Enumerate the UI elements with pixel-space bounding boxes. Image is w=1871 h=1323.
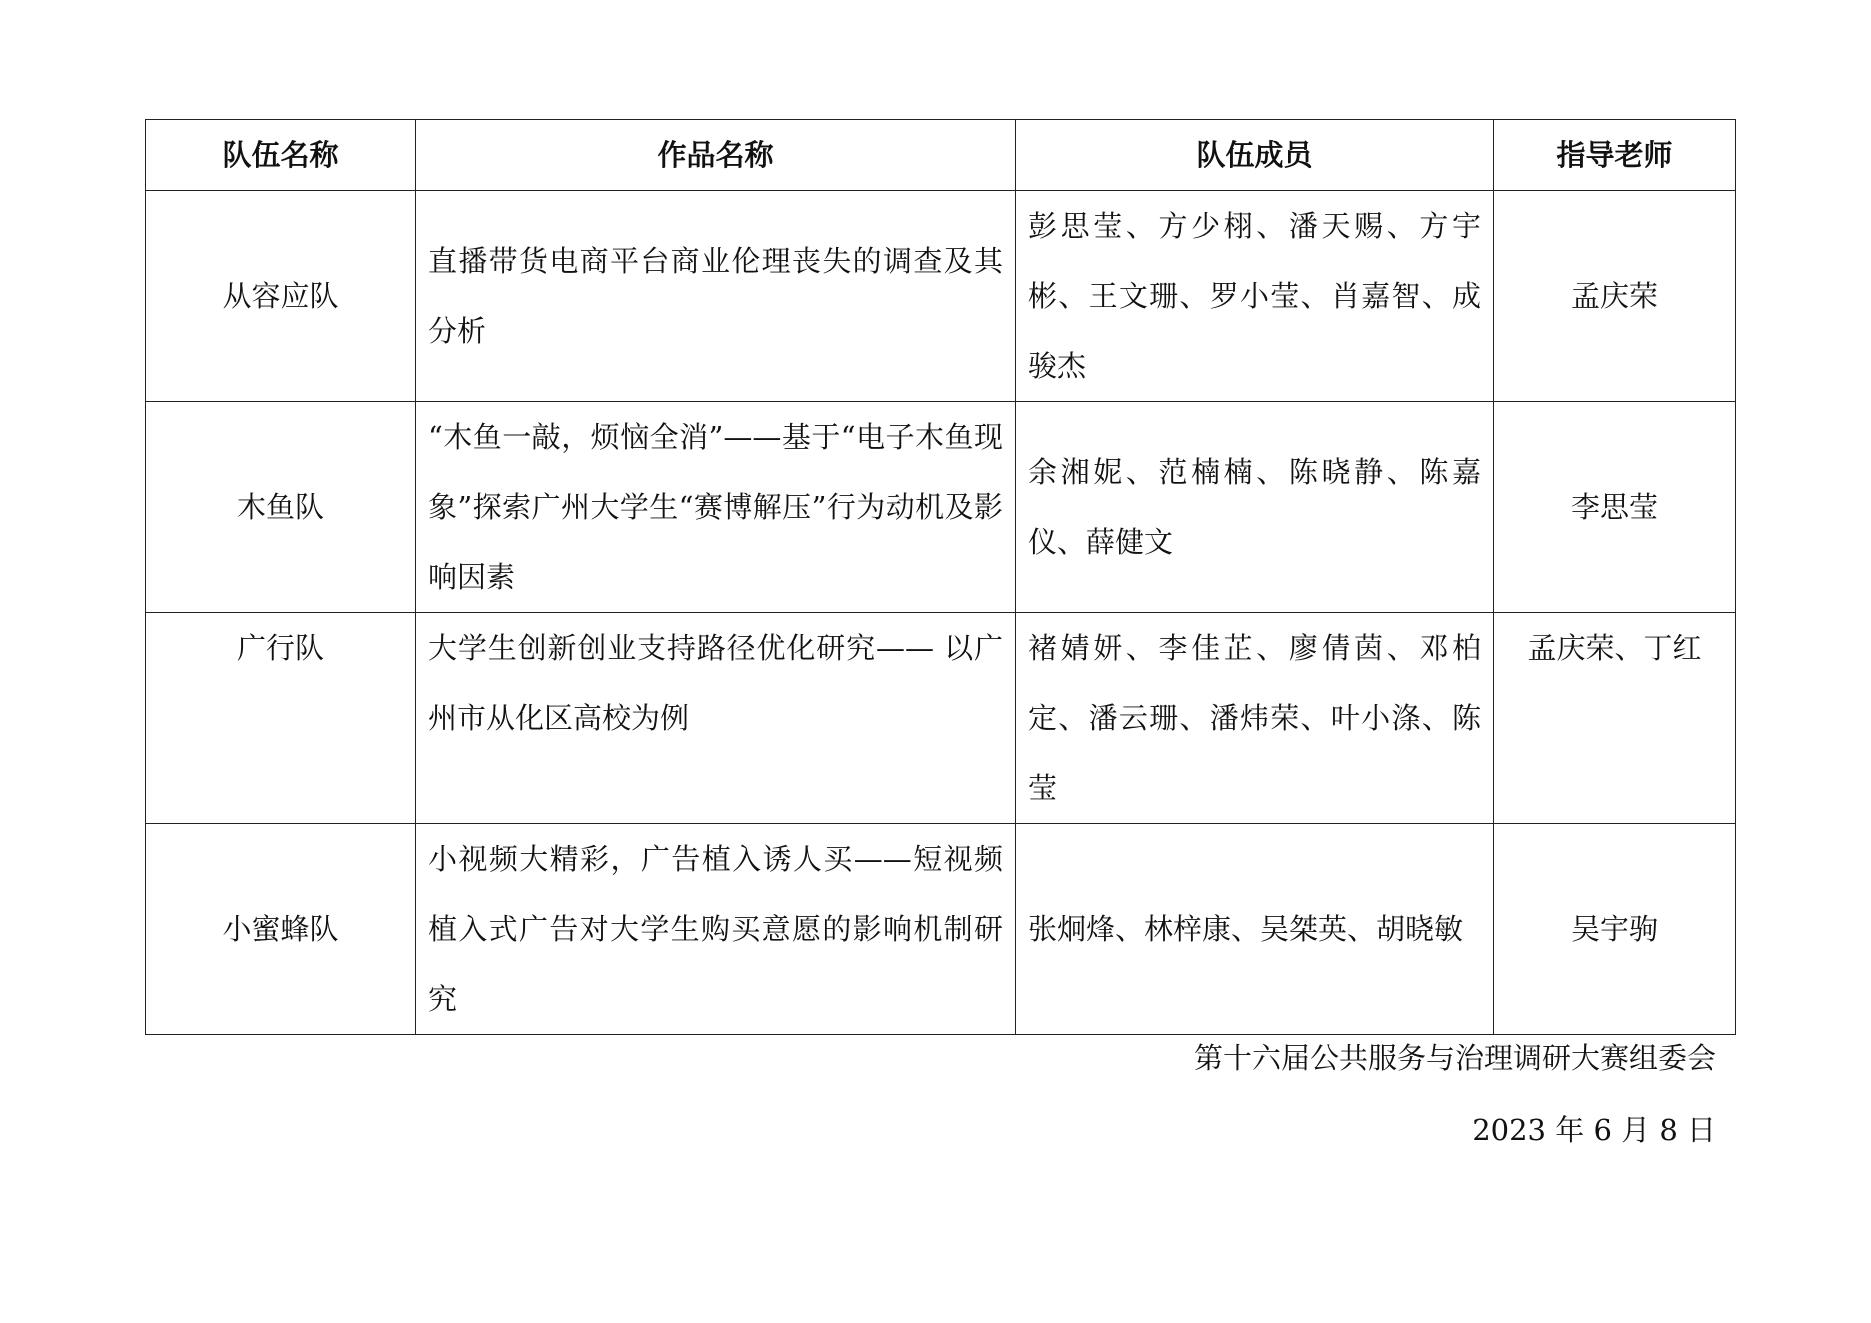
table-row xyxy=(146,402,1736,613)
results-table xyxy=(145,119,1736,1035)
cell-advisor: 吴宇驹 xyxy=(1494,824,1736,1035)
cell-advisor: 孟庆荣、丁红 xyxy=(1494,613,1736,824)
cell-team-name: 从容应队 xyxy=(146,191,416,402)
cell-work-title: 直播带货电商平台商业伦理丧失的调查及其分析 xyxy=(416,191,1016,402)
header-work-title: 作品名称 xyxy=(416,120,1016,191)
table-row xyxy=(146,824,1736,1035)
cell-team-name: 广行队 xyxy=(146,613,416,824)
cell-advisor: 孟庆荣 xyxy=(1494,191,1736,402)
organizer-signature: 第十六届公共服务与治理调研大赛组委会 xyxy=(1193,1041,1716,1075)
cell-team-name: 木鱼队 xyxy=(146,402,416,613)
cell-team-members: 彭思莹、方少栩、潘天赐、方宇彬、王文珊、罗小莹、肖嘉智、成骏杰 xyxy=(1016,191,1494,402)
cell-team-name: 小蜜蜂队 xyxy=(146,824,416,1035)
table-header-row xyxy=(146,120,1736,191)
cell-team-members: 褚婧妍、李佳芷、廖倩茵、邓柏定、潘云珊、潘炜荣、叶小涤、陈莹 xyxy=(1016,613,1494,824)
issue-date: 2023 年 6 月 8 日 xyxy=(1472,1113,1716,1147)
header-team-members: 队伍成员 xyxy=(1016,120,1494,191)
cell-team-members: 余湘妮、范楠楠、陈晓静、陈嘉仪、薛健文 xyxy=(1016,402,1494,613)
header-team-name: 队伍名称 xyxy=(146,120,416,191)
cell-work-title: 大学生创新创业支持路径优化研究—— 以广州市从化区高校为例 xyxy=(416,613,1016,824)
cell-work-title: 小视频大精彩，广告植入诱人买——短视频植入式广告对大学生购买意愿的影响机制研究 xyxy=(416,824,1016,1035)
cell-advisor: 李思莹 xyxy=(1494,402,1736,613)
cell-work-title: “木鱼一敲，烦恼全消”——基于“电子木鱼现象”探索广州大学生“赛博解压”行为动机及影响因素 xyxy=(416,402,1016,613)
table-row xyxy=(146,613,1736,824)
table-row xyxy=(146,191,1736,402)
header-advisor: 指导老师 xyxy=(1494,120,1736,191)
cell-team-members: 张炯烽、林梓康、吴桀英、胡晓敏 xyxy=(1016,824,1494,1035)
